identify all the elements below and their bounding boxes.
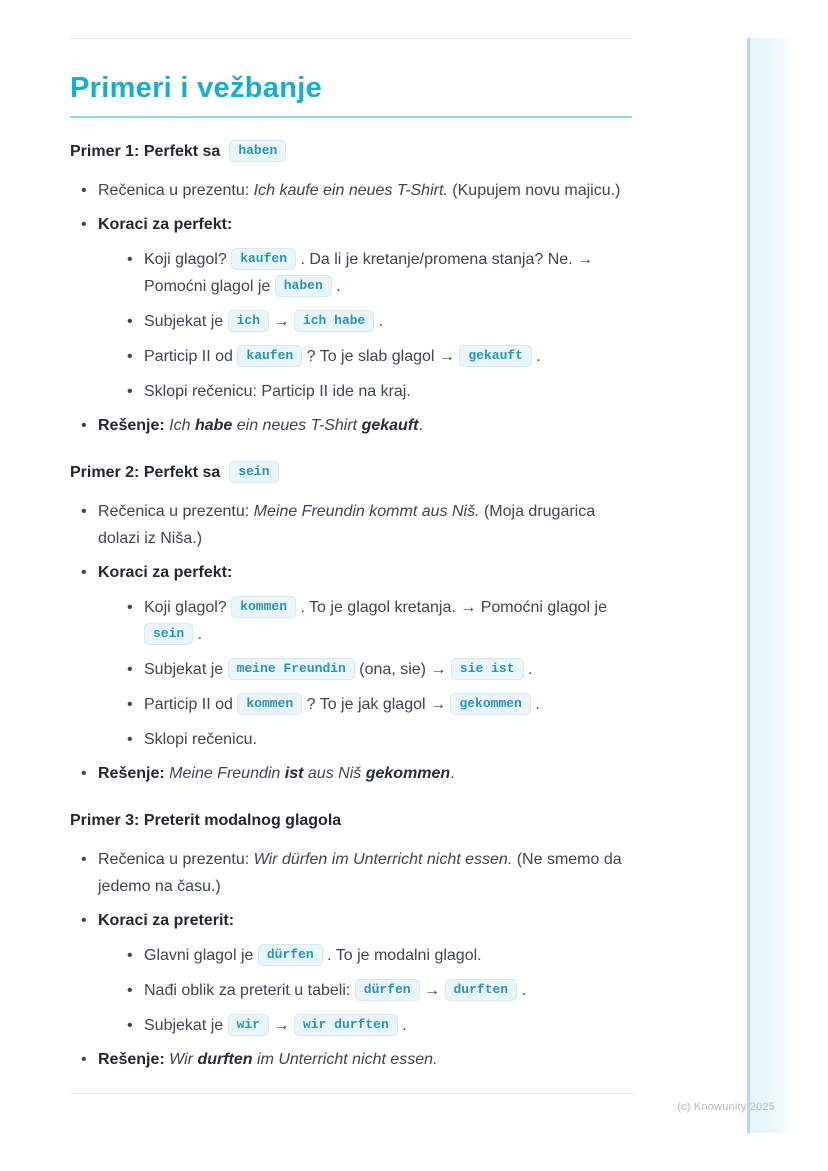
solution-text: aus Niš (307, 765, 362, 782)
step-text: . (378, 313, 384, 330)
step-text: Glavni glagol je (144, 947, 254, 964)
step-item (126, 308, 632, 335)
solution-text: Wir (169, 1051, 193, 1068)
step-item (126, 246, 632, 300)
top-divider (70, 38, 632, 39)
step-text: Particip II od (144, 348, 233, 365)
primer3-heading (70, 809, 632, 833)
solution-text: . (450, 765, 455, 782)
solution-label: Rešenje: (98, 417, 165, 434)
step-text: (ona, sie) → (359, 661, 447, 678)
step-text: . (535, 696, 540, 713)
step-text: . To je modalni glagol. (327, 947, 482, 964)
sentence-german: Meine Freundin kommt aus Niš. (253, 503, 480, 520)
page-title: Primeri i vežbanje (70, 72, 323, 104)
code-chip: ich (228, 310, 269, 332)
primer1-heading-text: Primer 1: Perfekt sa (70, 143, 221, 160)
arrow-glyph: → (273, 1017, 290, 1034)
step-text: ? To je jak glagol → (306, 696, 446, 713)
list-item-solution (80, 412, 632, 439)
title-divider (70, 116, 632, 118)
arrow-glyph: → (424, 982, 441, 999)
code-chip: haben (275, 275, 332, 297)
step-item (126, 594, 632, 648)
sentence-german: Wir dürfen im Unterricht nicht essen. (253, 851, 513, 868)
list-item-steps (80, 907, 632, 1039)
sentence-translation: (Moja drugarica dolazi iz Niša.) (98, 503, 596, 547)
step-text: . (527, 661, 533, 678)
step-item (126, 656, 632, 683)
code-chip: sein (229, 461, 278, 483)
step-item (126, 726, 632, 753)
primer1-steps-list (98, 246, 632, 405)
steps-label: Koraci za perfekt: (98, 216, 233, 233)
code-chip: kommen (231, 596, 296, 618)
step-text: Nađi oblik za preterit u tabeli: (144, 982, 351, 999)
footer-copyright: (c) Knowunity 2025 (677, 1101, 775, 1113)
primer3-heading-text: Primer 3: Preterit modalnog glagola (70, 812, 342, 829)
step-text: . To je glagol kretanja. → Pomoćni glagol je (300, 599, 607, 616)
sentence-german: Ich kaufe ein neues T-Shirt. (253, 182, 448, 199)
solution-text: Meine Freundin (169, 765, 281, 782)
code-chip: dürfen (258, 944, 323, 966)
primer2-steps-list (98, 594, 632, 753)
step-text: . (536, 348, 541, 365)
steps-label: Koraci za preterit: (98, 912, 235, 929)
solution-text: im Unterricht nicht essen. (257, 1051, 438, 1068)
primer1-heading (70, 140, 632, 164)
solution-highlight: ist (284, 765, 304, 782)
step-item (126, 691, 632, 718)
code-chip: dürfen (355, 979, 420, 1001)
step-text: . (197, 626, 203, 643)
code-chip: durften (445, 979, 518, 1001)
step-text: Sklopi rečenicu: Particip II ide na kraj. (144, 383, 411, 400)
step-text: . Da li je kretanje/promena stanja? Ne. → Pomoćni glagol je (144, 251, 594, 295)
list-item-sentence (80, 846, 632, 900)
step-text: . (402, 1017, 407, 1034)
step-text: Particip II od (144, 696, 233, 713)
step-item (126, 942, 632, 969)
code-chip: haben (229, 140, 286, 162)
primer2-heading (70, 461, 632, 485)
primer1-list (70, 177, 632, 439)
code-chip: kaufen (231, 248, 296, 270)
step-text: . (336, 278, 341, 295)
code-chip: wir durften (294, 1014, 398, 1036)
code-chip: kaufen (237, 345, 302, 367)
steps-label: Koraci za perfekt: (98, 564, 233, 581)
code-chip: ich habe (294, 310, 374, 332)
arrow-glyph: → (273, 313, 290, 330)
code-chip: sein (144, 623, 193, 645)
step-text: Koji glagol? (144, 599, 227, 616)
solution-highlight: gekommen (365, 765, 451, 782)
sentence-translation: (Kupujem novu majicu.) (452, 182, 621, 199)
step-item (126, 343, 632, 370)
step-text: Sklopi rečenicu. (144, 731, 257, 748)
step-item (126, 977, 632, 1004)
sentence-intro: Rečenica u prezentu: (98, 851, 250, 868)
primer2-list (70, 498, 632, 787)
list-item-steps (80, 559, 632, 753)
solution-text: ein neues T-Shirt (236, 417, 358, 434)
sentence-intro: Rečenica u prezentu: (98, 182, 250, 199)
bottom-divider (70, 1093, 635, 1094)
primer2-heading-text: Primer 2: Perfekt sa (70, 464, 221, 481)
solution-label: Rešenje: (98, 1051, 165, 1068)
step-text: Koji glagol? (144, 251, 227, 268)
step-text: Subjekat je (144, 313, 224, 330)
list-item-steps (80, 211, 632, 405)
list-item-sentence (80, 177, 632, 204)
solution-label: Rešenje: (98, 765, 165, 782)
solution-text: Ich (169, 417, 191, 434)
step-text: Subjekat je (144, 1017, 224, 1034)
code-chip: meine Freundin (228, 658, 355, 680)
sentence-translation: (Ne smemo da jedemo na času.) (98, 851, 622, 895)
solution-highlight: durften (197, 1051, 253, 1068)
step-item (126, 1012, 632, 1039)
solution-highlight: habe (194, 417, 233, 434)
step-text: . (521, 982, 527, 999)
decorative-side-band (747, 38, 793, 1133)
solution-text: . (418, 417, 423, 434)
code-chip: wir (228, 1014, 269, 1036)
list-item-solution (80, 1046, 632, 1073)
code-chip: gekauft (459, 345, 532, 367)
code-chip: kommen (237, 693, 302, 715)
code-chip: sie ist (451, 658, 524, 680)
document-page (70, 0, 632, 1073)
primer3-list (70, 846, 632, 1073)
code-chip: gekommen (450, 693, 530, 715)
step-text: Subjekat je (144, 661, 224, 678)
sentence-intro: Rečenica u prezentu: (98, 503, 250, 520)
list-item-solution (80, 760, 632, 787)
step-item (126, 378, 632, 405)
list-item-sentence (80, 498, 632, 552)
primer3-steps-list (98, 942, 632, 1039)
solution-highlight: gekauft (361, 417, 419, 434)
step-text: ? To je slab glagol → (306, 348, 455, 365)
